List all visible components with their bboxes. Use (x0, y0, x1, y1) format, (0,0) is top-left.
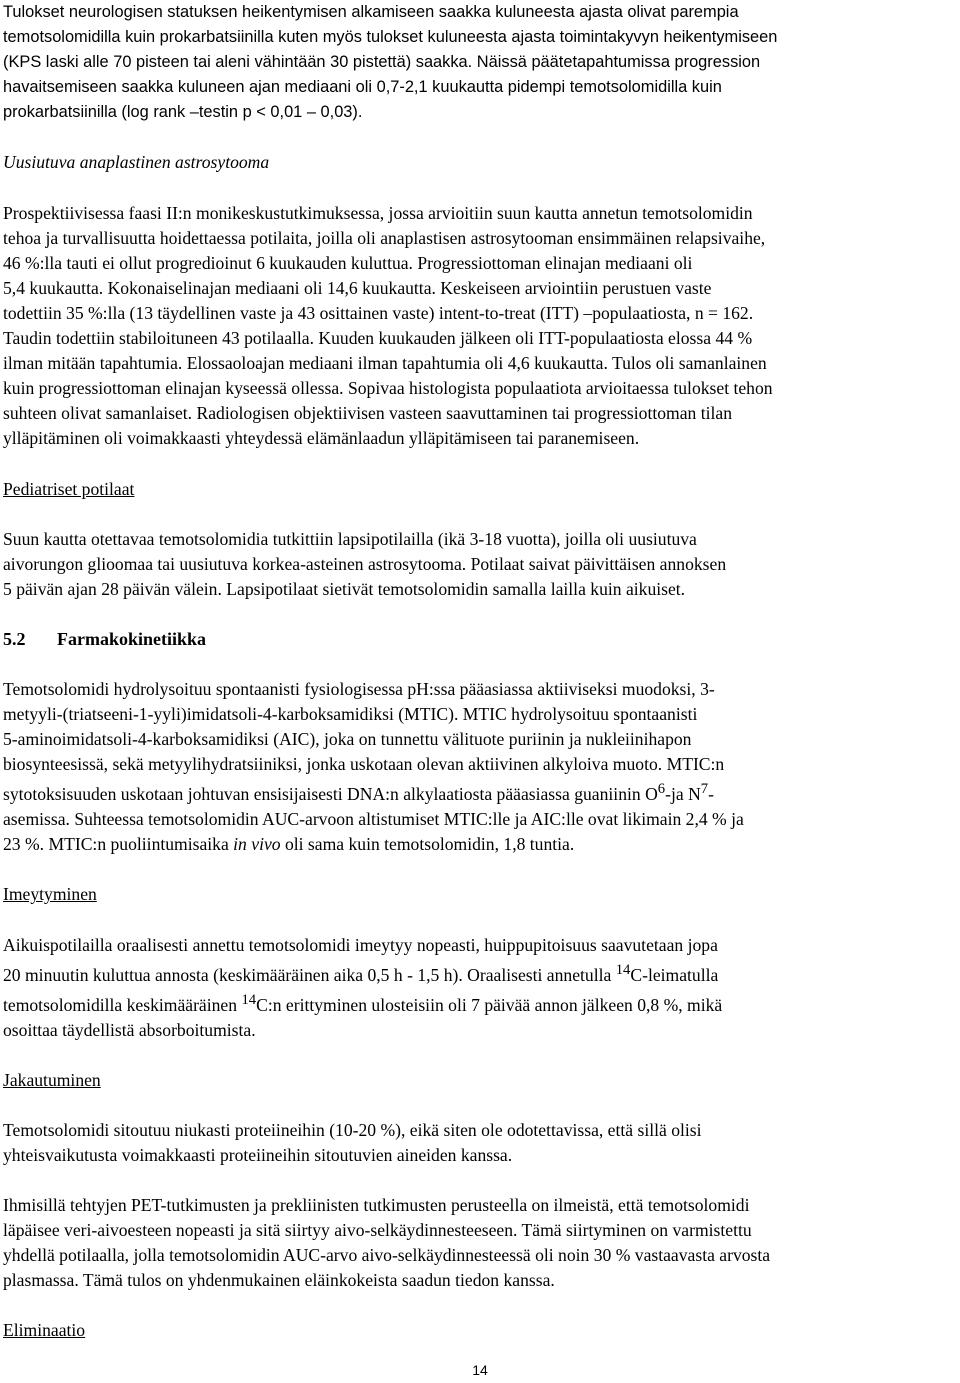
text-line: 5-aminoimidatsoli-4-karboksamidiksi (AIC), joka on tunnettu välituote puriinin ja nukleiinihapon (3, 729, 692, 750)
text-line: tehoa ja turvallisuutta hoidettaessa potilaita, joilla oli anaplastisen astrosytooman ensimmäinen relapsivaihe, (3, 227, 766, 248)
text-line: havaitsemiseen saakka kuluneen ajan mediaani oli 0,7-2,1 kuukautta pidempi temotsolomidilla kuin (3, 78, 722, 97)
section-number: 5.2 (3, 628, 26, 649)
text-line: 46 %:lla tauti ei ollut progredioinut 6 kuukauden kuluttua. Progressiottoman elinajan mediaani oli (3, 252, 693, 273)
text-line: temotsolomidilla kuin prokarbatsiinilla kuten myös tulokset kuluneesta ajasta toimintakyvyn heikentymiseen (3, 28, 778, 47)
text-line: todettiin 35 %:lla (13 täydellinen vaste ja 43 osittainen vaste) intent-to-treat (ITT) –populaatiosta, n = 162. (3, 302, 754, 323)
text-line: 5,4 kuukautta. Kokonaiselinajan mediaani oli 14,6 kuukautta. Keskeiseen arviointiin perustuen vaste (3, 277, 712, 298)
text-line: Temotsolomidi sitoutuu niukasti proteiineihin (10-20 %), eikä siten ole odotettavissa, että sillä olisi (3, 1119, 702, 1140)
text-line: oli sama kuin temotsolomidin, 1,8 tuntia. (280, 834, 575, 855)
elimination-heading: Eliminaatio (3, 1320, 86, 1341)
distribution-heading: Jakautuminen (3, 1069, 101, 1090)
italic-term: in vivo (233, 834, 281, 855)
text-line: Temotsolomidi hydrolysoituu spontaanisti fysiologisessa pH:ssa pääasiassa aktiiviseksi muodoksi, 3- (3, 678, 715, 699)
distribution-paragraph (3, 1118, 958, 1168)
text-line: prokarbatsiinilla (log rank –testin p < 0,01 – 0,03). (3, 103, 363, 122)
text-line: (KPS laski alle 70 pisteen tai aleni vähintään 30 pistettä) saakka. Näissä päätetapahtumissa progression (3, 53, 761, 72)
text-line: Tulokset neurologisen statuksen heikentymisen alkamiseen saakka kuluneesta ajasta olivat parempia (3, 3, 739, 21)
text-line: biosynteesissä, sekä metyylihydratsiiniksi, jonka uskotaan olevan aktiivinen alkyloiva muoto. MTIC:n (3, 754, 725, 775)
astro-paragraph (3, 201, 958, 452)
text-line: ylläpitäminen oli voimakkaasti yhteydessä elämänlaadun ylläpitämiseen tai paranemiseen. (3, 428, 640, 449)
text-line: yhteisvaikutusta voimakkaasti proteiineihin sitoutuvien aineiden kanssa. (3, 1144, 513, 1165)
text-line: Prospektiivisessa faasi II:n monikeskustutkimuksessa, jossa arvioitiin suun kautta annetun temotsolomidin (3, 202, 753, 223)
absorption-heading: Imeytyminen (3, 884, 97, 905)
section-title: Farmakokinetiikka (57, 628, 207, 649)
section-heading (3, 627, 958, 652)
text-line: -ja N (665, 784, 701, 805)
pk-paragraph (3, 677, 958, 858)
text-line: sytotoksisuuden uskotaan johtuvan ensisijaisesti DNA:n alkylaatiosta pääasiassa guaniinin O (3, 784, 658, 805)
text-line: temotsolomidilla keskimääräinen (3, 994, 242, 1015)
text-line: 5 päivän ajan 28 päivän välein. Lapsipotilaat sietivät temotsolomidin samalla lailla kuin aikuiset. (3, 578, 686, 599)
pediatric-heading: Pediatriset potilaat (3, 478, 135, 499)
text-line: C-leimatulla (630, 964, 719, 985)
superscript: 14 (241, 991, 257, 1008)
text-line: Taudin todettiin stabiloituneen 43 potilaalla. Kuuden kuukauden jälkeen oli ITT-populaatiosta elossa 44 % (3, 328, 753, 349)
text-line: Suun kautta otettavaa temotsolomidia tutkittiin lapsipotilailla (ikä 3-18 vuotta), joilla oli uusiutuva (3, 528, 697, 549)
absorption-paragraph (3, 933, 958, 1043)
distribution-paragraph (3, 1193, 958, 1293)
text-line: Aikuispotilailla oraalisesti annettu temotsolomidi imeytyy nopeasti, huippupitoisuus saavutetaan jopa (3, 934, 718, 955)
superscript: 6 (657, 781, 666, 798)
text-line: - (708, 784, 714, 805)
text-line: Ihmisillä tehtyjen PET-tutkimusten ja prekliinisten tutkimusten perusteella on ilmeistä, että temotsolomidi (3, 1194, 750, 1215)
text-line: osoittaa täydellistä absorboitumista. (3, 1019, 256, 1040)
text-line: aivorungon glioomaa tai uusiutuva korkea-asteinen astrosytooma. Potilaat saivat päivittäisen annoksen (3, 553, 727, 574)
superscript: 7 (700, 781, 709, 798)
pediatric-paragraph (3, 527, 958, 602)
text-line: plasmassa. Tämä tulos on yhdenmukainen eläinkokeista saadun tiedon kanssa. (3, 1270, 555, 1291)
text-line: metyyli-(triatseeni-1-yyli)imidatsoli-4-karboksamidiksi (MTIC). MTIC hydrolysoituu spontaanisti (3, 704, 698, 725)
text-line: läpäisee veri-aivoesteen nopeasti ja sitä siirtyy aivo-selkäydinnesteeseen. Tämä siirtyminen on varmistettu (3, 1220, 752, 1241)
page-number: 14 (472, 1362, 488, 1378)
text-line: suhteen olivat samanlaiset. Radiologisen objektiivisen vasteen saavuttaminen tai progressiottoman tilan (3, 403, 732, 424)
astro-heading: Uusiutuva anaplastinen astrosytooma (3, 152, 270, 173)
superscript: 14 (615, 961, 631, 978)
document-page (3, 0, 958, 1343)
text-line: yhdellä potilaalla, jolla temotsolomidin AUC-arvo aivo-selkäydinnesteessä oli noin 30 % vastaavasta arvosta (3, 1245, 771, 1266)
intro-paragraph (3, 0, 958, 125)
text-line: ilman mitään tapahtumia. Elossaoloajan mediaani ilman tapahtumia oli 4,6 kuukautta. Tulos oli samanlainen (3, 353, 767, 374)
text-line: 20 minuutin kuluttua annosta (keskimääräinen aika 0,5 h - 1,5 h). Oraalisesti annetulla (3, 964, 616, 985)
text-line: kuin progressiottoman elinajan kyseessä ollessa. Sopivaa histologista populaatiota arvioitaessa tulokset tehon (3, 378, 773, 399)
text-line: asemissa. Suhteessa temotsolomidin AUC-arvoon altistumiset MTIC:lle ja AIC:lle ovat likimain 2,4 % ja (3, 809, 744, 830)
text-line: C:n erittyminen ulosteisiin oli 7 päivää annon jälkeen 0,8 %, mikä (256, 994, 723, 1015)
text-line: 23 %. MTIC:n puoliintumisaika (3, 834, 234, 855)
